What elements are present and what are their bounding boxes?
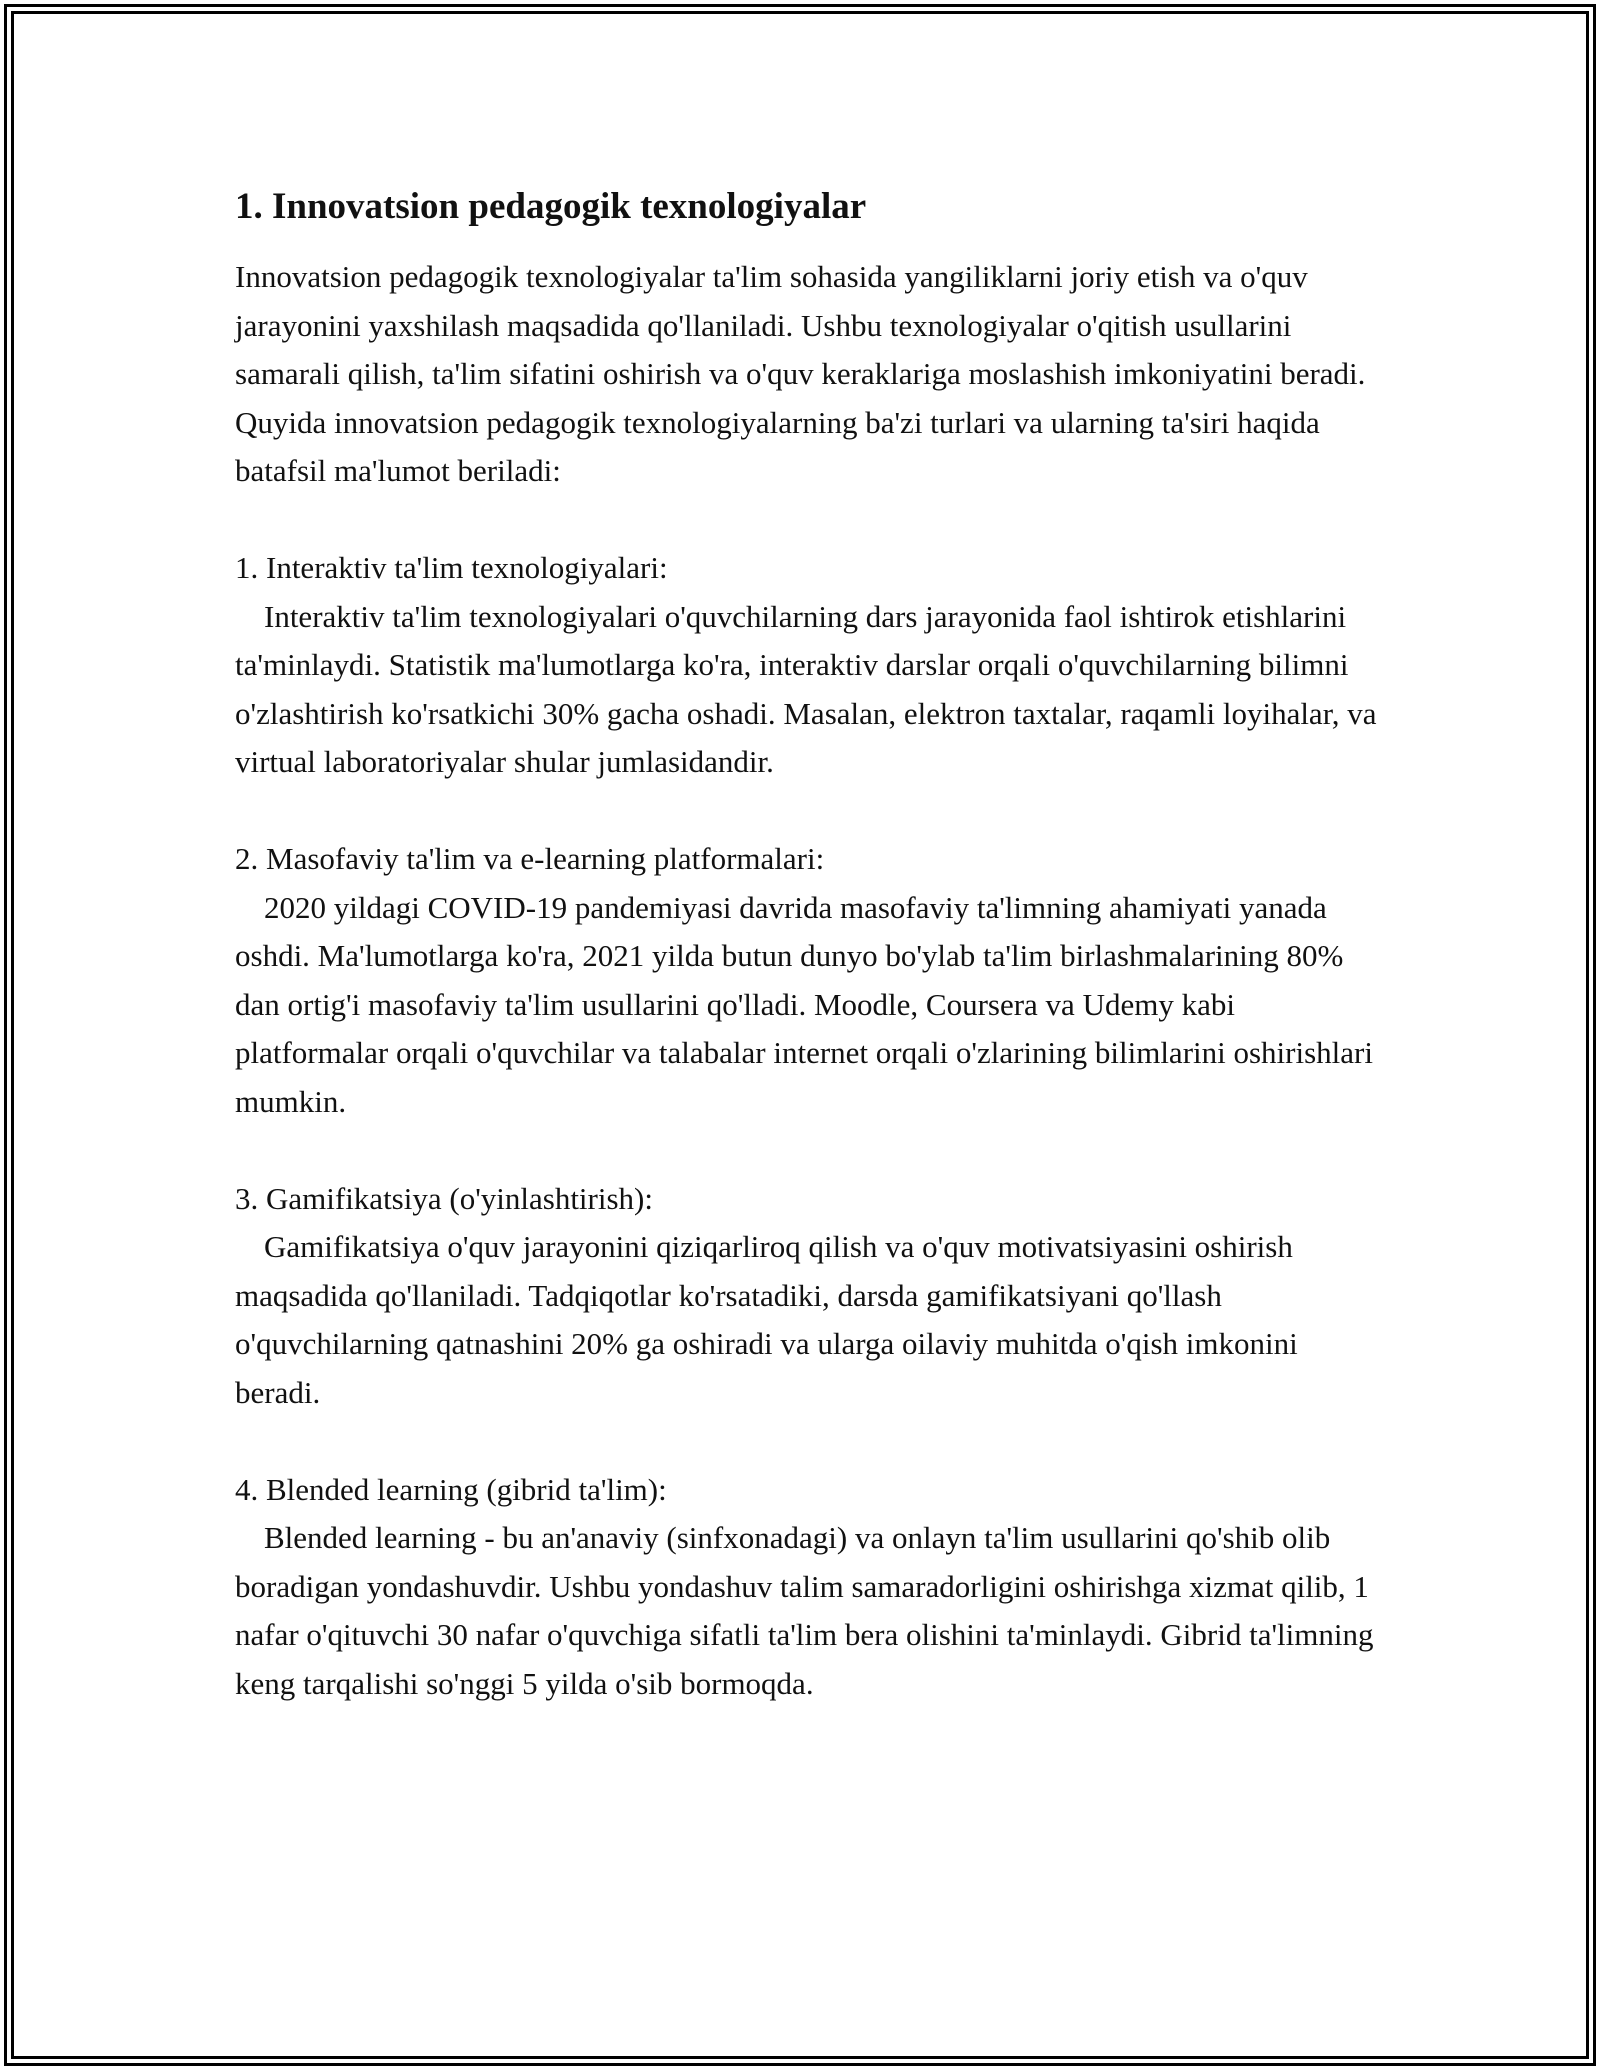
section-heading: 1. Interaktiv ta'lim texnologiyalari: <box>235 550 668 585</box>
section-body: Gamifikatsiya o'quv jarayonini qiziqarliroq qilish va o'quv motivatsiyasini oshirish maqsadida qo'llaniladi. Tadqiqotlar ko'rsatadiki, darsda gamifikatsiyani qo'llash o'quvchilarning qatnashini 20% ga oshiradi va ularga oilaviy muhitda o'qish imkonini beradi. <box>235 1229 1298 1410</box>
section-body: Interaktiv ta'lim texnologiyalari o'quvchilarning dars jarayonida faol ishtirok etishlarini ta'minlaydi. Statistik ma'lumotlarga ko'ra, interaktiv darslar orqali o'quvchilarning bilimni o'zlashtirish ko'rsatkichi 30% gacha oshadi. Masalan, elektron taxtalar, raqamli loyihalar, va virtual laboratoriyalar shular jumlasidandir. <box>235 598 1377 779</box>
section-body: 2020 yildagi COVID-19 pandemiyasi davrida masofaviy ta'limning ahamiyati yanada oshdi. Ma'lumotlarga ko'ra, 2021 yilda butun dunyo bo'ylab ta'lim birlashmalarining 80% dan ortig'i masofaviy ta'lim usullarini qo'lladi. Moodle, Coursera va Udemy kabi platformalar orqali o'quvchilar va talabalar internet orqali o'zlarining bilimlarini oshirishlari mumkin. <box>235 889 1373 1119</box>
section-gamification <box>235 1175 1385 1418</box>
section-distance-learning <box>235 835 1385 1126</box>
section-heading: 2. Masofaviy ta'lim va e-learning platformalari: <box>235 841 825 876</box>
section-body: Blended learning - bu an'anaviy (sinfxonadagi) va onlayn ta'lim usullarini qo'shib olib boradigan yondashuvdir. Ushbu yondashuv talim samaradorligini oshirishga xizmat qilib, 1 nafar o'qituvchi 30 nafar o'quvchiga sifatli ta'lim bera olishini ta'minlaydi. Gibrid ta'limning keng tarqalishi so'nggi 5 yilda o'sib bormoqda. <box>235 1520 1374 1701</box>
section-heading: 3. Gamifikatsiya (o'yinlashtirish): <box>235 1180 653 1216</box>
page-title: 1. Innovatsion pedagogik texnologiyalar <box>235 186 867 227</box>
document-content <box>235 183 1385 1708</box>
section-heading: 4. Blended learning (gibrid ta'lim): <box>235 1471 667 1507</box>
section-interactive <box>235 544 1385 787</box>
intro-paragraph: Innovatsion pedagogik texnologiyalar ta'lim sohasida yangiliklarni joriy etish va o'quv jarayonini yaxshilash maqsadida qo'llaniladi. Ushbu texnologiyalar o'qitish usullarini samarali qilish, ta'lim sifatini oshirish va o'quv keraklariga moslashish imkoniyatini beradi. Quyida innovatsion pedagogik texnologiyalarning ba'zi turlari va ularning ta'siri haqida batafsil ma'lumot beriladi: <box>235 259 1366 488</box>
section-blended-learning <box>235 1466 1385 1709</box>
